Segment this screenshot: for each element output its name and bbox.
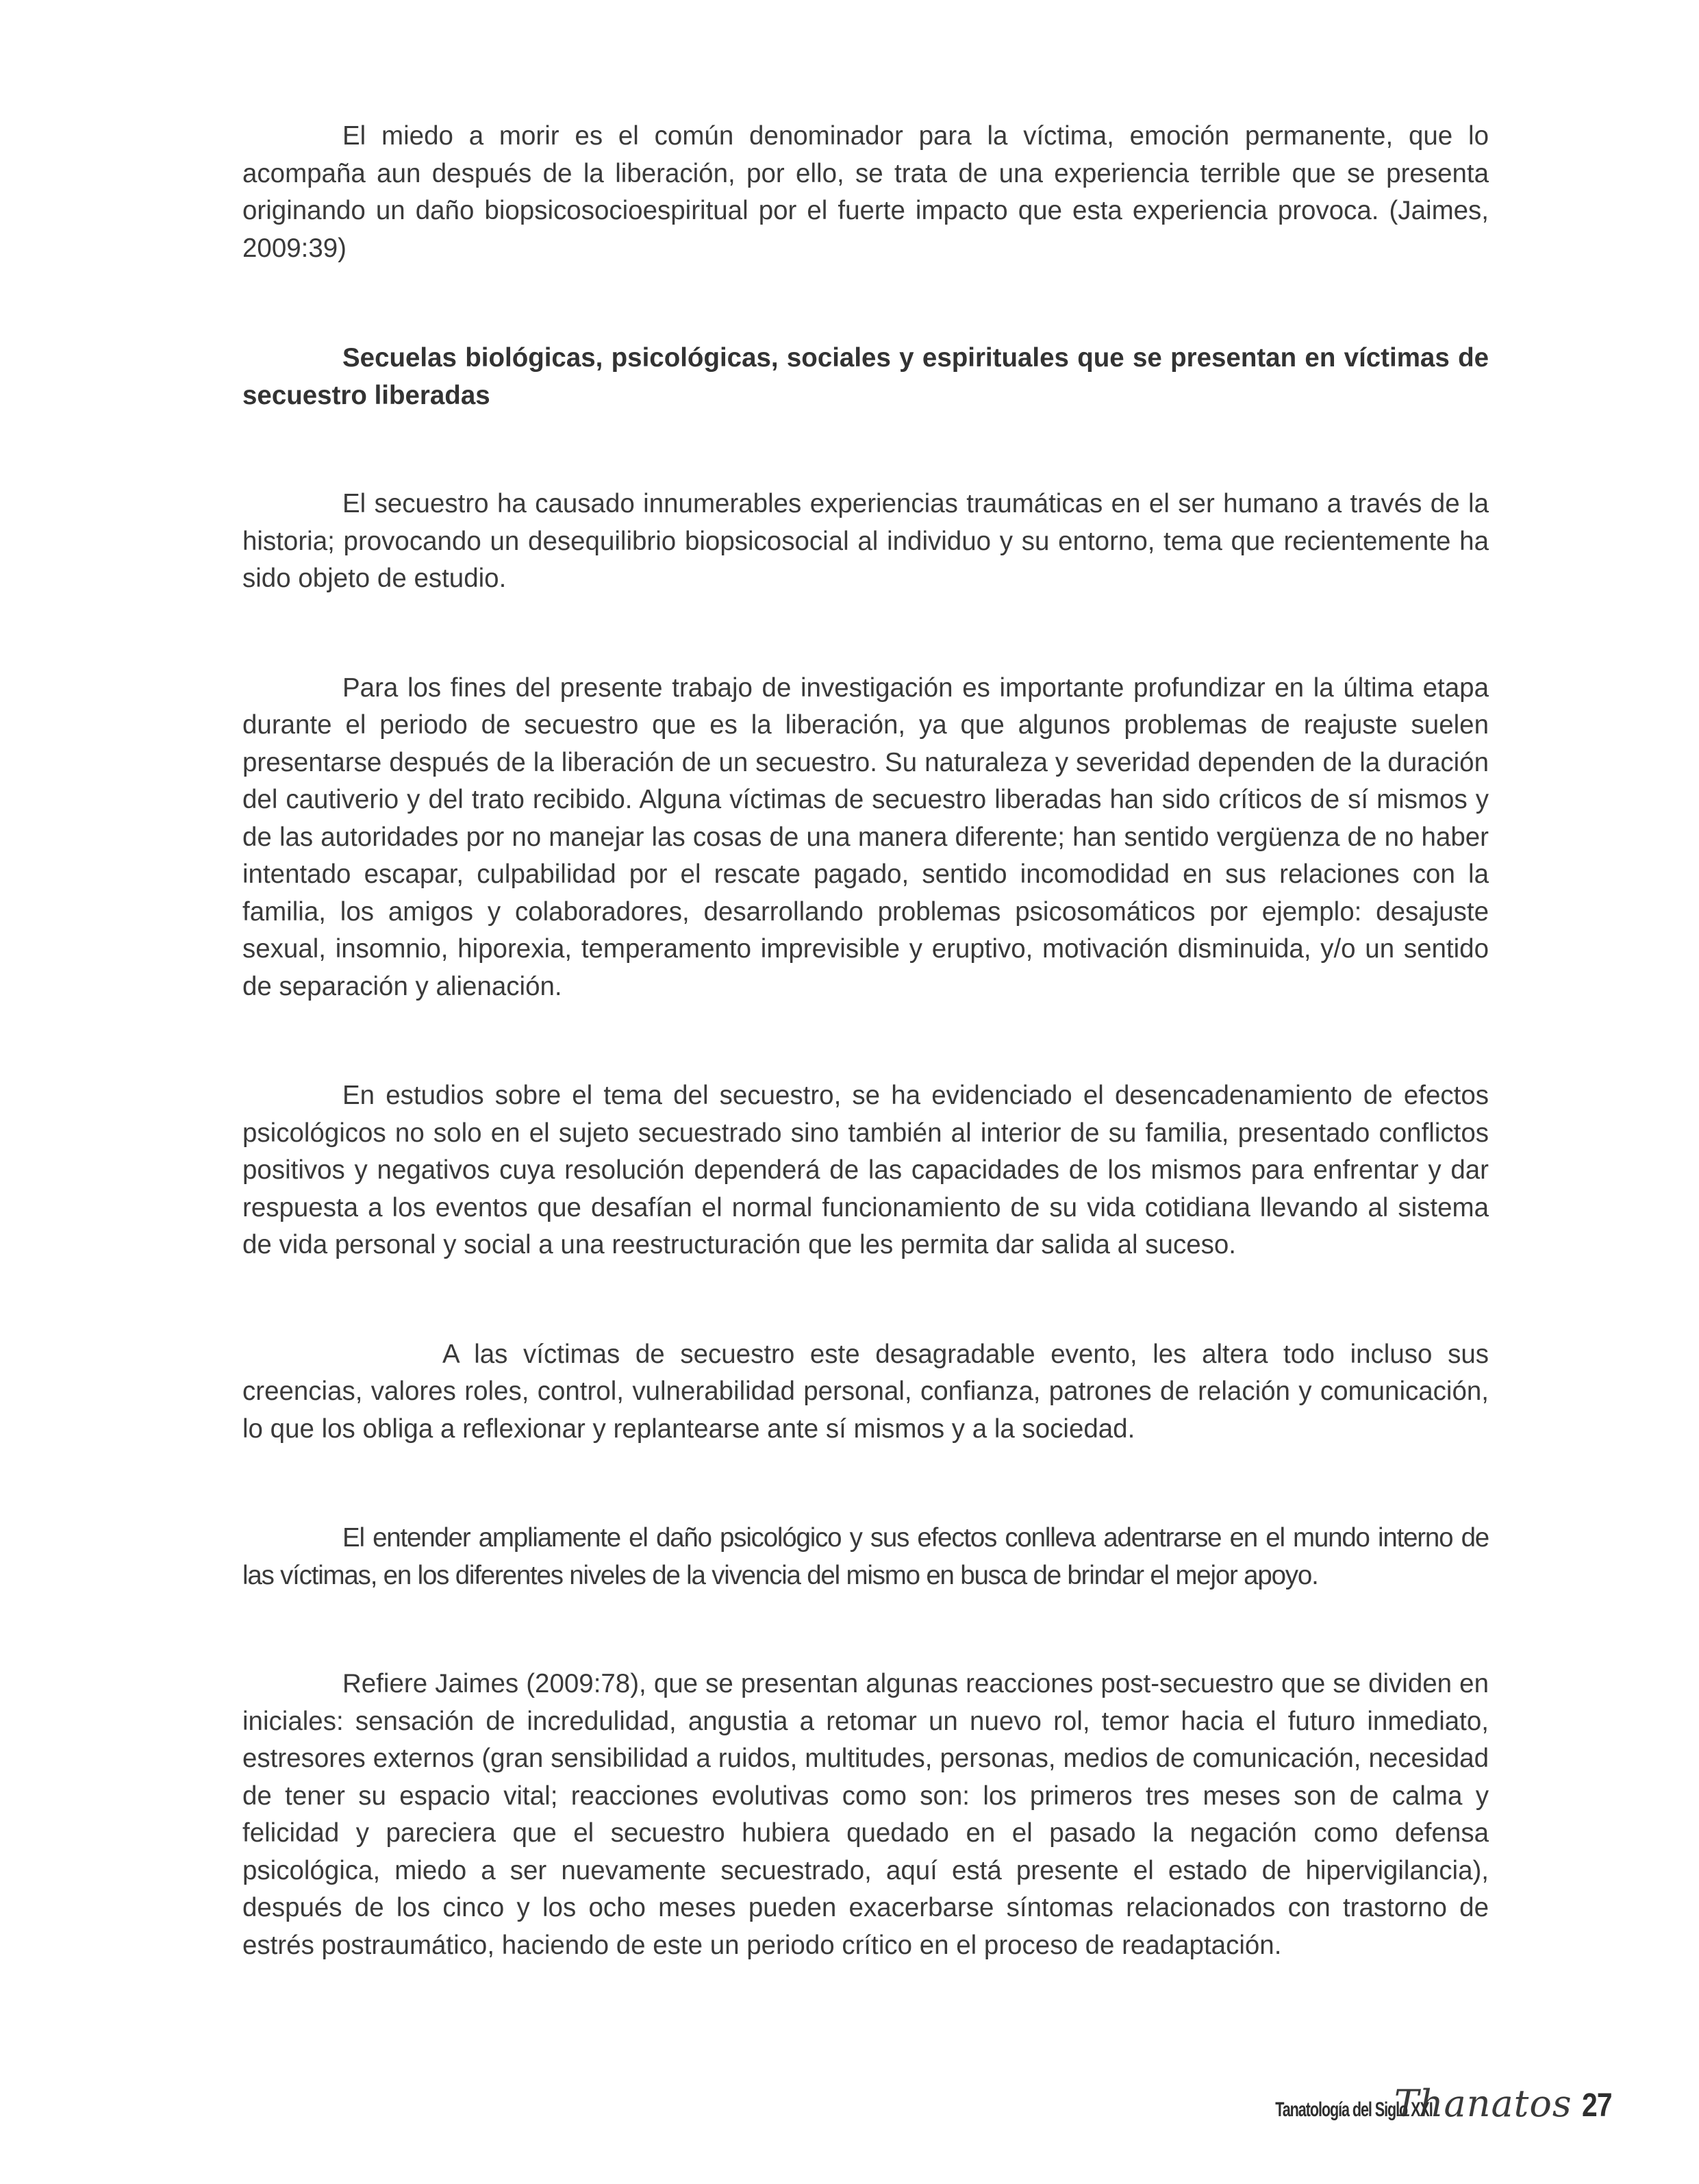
paragraph-victims-beliefs: A las víctimas de secuestro este desagradable evento, les altera todo incluso sus creencias, valores roles, control, vulnerabilidad personal, confianza, patrones de relación y comunicación, lo que los obliga a reflexionar y replantearse ante sí mismos y a la sociedad. [242, 1339, 1489, 1444]
paragraph-psychological-effects: En estudios sobre el tema del secuestro, se ha evidenciado el desencadenamiento de efectos psicológicos no solo en el sujeto secuestrado sino también al interior de su familia, presentado conflictos positivos y negativos cuya resolución dependerá de las capacidades de los mismos para enfrentar y dar respuesta a los eventos que desafían el normal funcionamiento de su vida cotidiana llevando al sistema de vida personal y social a una reestructuración que les permita dar salida al suceso. [242, 1081, 1489, 1259]
paragraph-fear-of-dying: El miedo a morir es el común denominador para la víctima, emoción permanente, que lo acompaña aun después de la liberación, por ello, se trata de una experiencia terrible que se presenta originando un daño biopsicosocioespiritual por el fuerte impacto que esta experiencia provoca. (Jaimes, 2009:39) [242, 121, 1489, 263]
page-footer [1214, 2082, 1617, 2130]
page-number: 27 [1581, 2087, 1612, 2124]
paragraph-liberation-stage: Para los fines del presente trabajo de investigación es importante profundizar en la última etapa durante el periodo de secuestro que es la liberación, ya que algunos problemas de reajuste suelen presentarse después de la liberación de un secuestro. Su naturaleza y severidad dependen de la duración del cautiverio y del trato recibido. Alguna víctimas de secuestro liberadas han sido críticos de sí mismos y de las autoridades por no manejar las cosas de una manera diferente; han sentido vergüenza de no haber intentado escapar, culpabilidad por el rescate pagado, sentido incomodidad en sus relaciones con la familia, los amigos y colaboradores, desarrollando problemas psicosomáticos por ejemplo: desajuste sexual, insomnio, hiporexia, temperamento imprevisible y eruptivo, motivación disminuida, y/o un sentido de separación y alienación. [242, 673, 1489, 1001]
brand-logo-text: Thanatos [1394, 2082, 1572, 2125]
paragraph-psychological-damage: El entender ampliamente el daño psicológico y sus efectos conlleva adentrarse en el mundo interno de las víctimas, en los diferentes niveles de la vivencia del mismo en busca de brindar el mejor apoyo. [242, 1523, 1489, 1590]
publication-title: Tanatología del Siglo XXI [1275, 2098, 1433, 2121]
section-heading: Secuelas biológicas, psicológicas, sociales y espirituales que se presentan en víctimas de secuestro liberadas [242, 343, 1489, 410]
paragraph-kidnapping-trauma: El secuestro ha causado innumerables experiencias traumáticas en el ser humano a través de la historia; provocando un desequilibrio biopsicosocial al individuo y su entorno, tema que recientemente ha sido objeto de estudio. [242, 489, 1489, 593]
paragraph-post-kidnapping-reactions: Refiere Jaimes (2009:78), que se presentan algunas reacciones post-secuestro que se dividen en iniciales: sensación de incredulidad, angustia a retomar un nuevo rol, temor hacia el futuro inmediato, estresores externos (gran sensibilidad a ruidos, multitudes, personas, medios de comunicación, necesidad de tener su espacio vital; reacciones evolutivas como son: los primeros tres meses son de calma y felicidad y pareciera que el secuestro hubiera quedado en el pasado la negación como defensa psicológica, miedo a ser nuevamente secuestrado, aquí está presente el estado de hipervigilancia), después de los cinco y los ocho meses pueden exacerbarse síntomas relacionados con trastorno de estrés postraumático, haciendo de este un periodo crítico en el proceso de readaptación. [242, 1669, 1489, 1960]
article-body [242, 118, 1489, 1964]
